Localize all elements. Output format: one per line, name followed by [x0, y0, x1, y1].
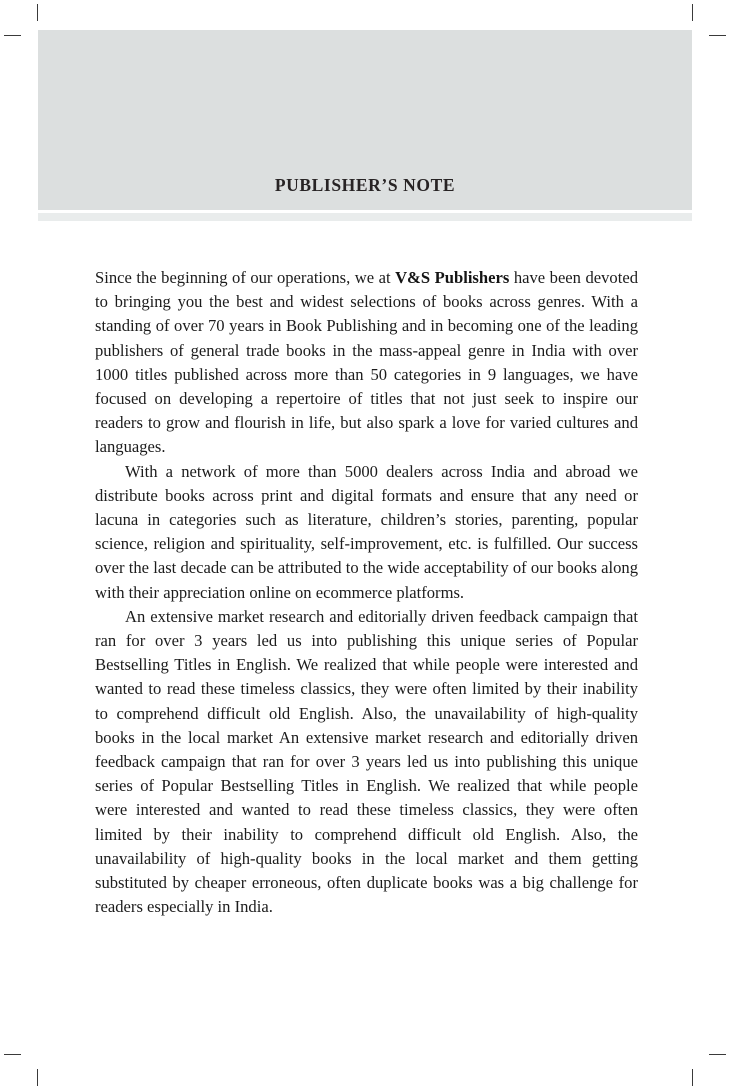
publisher-name: V&S Publishers: [395, 268, 510, 287]
crop-mark-bottom-left-horizontal: [4, 1054, 21, 1055]
page-title: PUBLISHER’S NOTE: [274, 175, 456, 195]
crop-mark-bottom-right-vertical: [692, 1069, 693, 1086]
crop-mark-bottom-left-vertical: [37, 1069, 38, 1086]
header-band-shadow: [38, 213, 692, 221]
crop-mark-top-left-vertical: [37, 4, 38, 21]
crop-mark-bottom-right-horizontal: [709, 1054, 726, 1055]
paragraph-1-text-continued: have been devoted to bringing you the best and widest selections of books across genres. With a standing of over 70 years in Book Publishing and in becoming one of the leading publishers of general trade books in the mass-appeal genre in India with over 1000 titles published across more than 50 categories in 9 languages, we have focused on developing a repertoire of titles that not just seek to inspire our readers to grow and flourish in life, but also spark a love for varied cultures and languages.: [95, 268, 639, 457]
paragraph-3: An extensive market research and editorially driven feedback campaign that ran for over 3 years led us into publishing this unique series of Popular Bestselling Titles in English. We realized that while people were interested and wanted to read these timeless classics, they were often limited by their inability to comprehend difficult old English. Also, the unavailability of high-quality books in the local market An extensive market research and editorially driven feedback campaign that ran for over 3 years led us into publishing this unique series of Popular Bestselling Titles in English. We realized that while people were interested and wanted to read these timeless classics, they were often limited by their inability to comprehend difficult old English. Also, the unavailability of high-quality books in the local market and them getting substituted by cheaper erroneous, often duplicate books was a big challenge for readers especially in India.: [95, 606, 638, 917]
crop-mark-top-left-horizontal: [4, 35, 21, 36]
crop-mark-top-right-horizontal: [709, 35, 726, 36]
crop-mark-top-right-vertical: [692, 4, 693, 21]
paragraph-1: [95, 266, 638, 460]
chapter-header-band: [38, 30, 692, 210]
paragraph-1-text: Since the beginning of our operations, we at: [95, 268, 396, 287]
paragraph-2: With a network of more than 5000 dealers across India and abroad we distribute books across print and digital formats and ensure that any need or lacuna in categories such as literature, children’s stories, parenting, popular science, religion and spirituality, self-improvement, etc. is fulfilled. Our success over the last decade can be attributed to the wide acceptability of our books along with their appreciation online on ecommerce platforms.: [95, 461, 638, 602]
publisher-note-body: [95, 266, 638, 919]
